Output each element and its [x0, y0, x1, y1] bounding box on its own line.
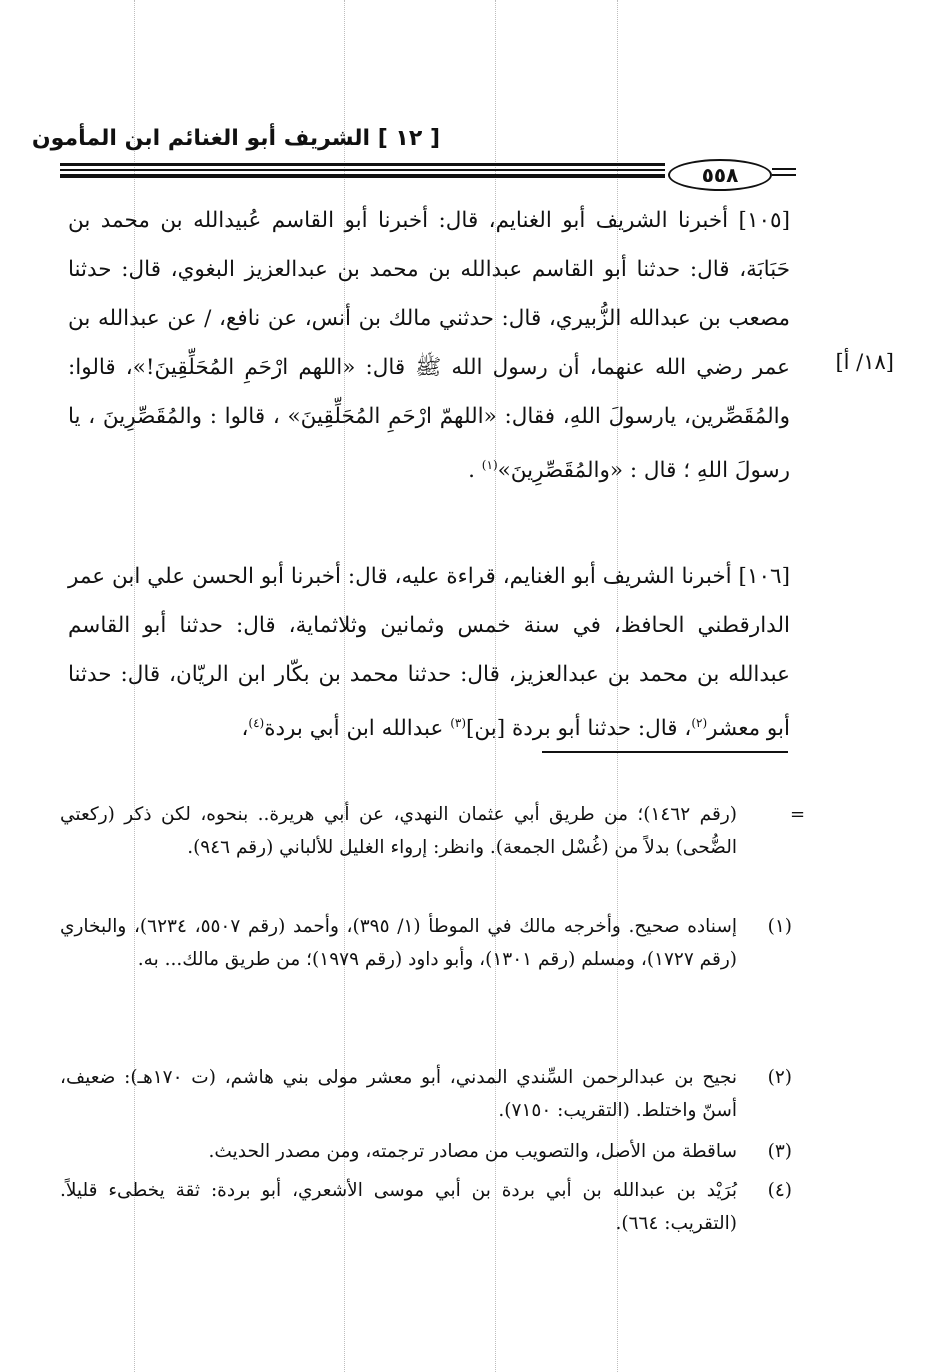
header-rule: [60, 174, 665, 178]
footnote-text: بُرَيْد بن عبدالله بن أبي بردة بن أبي موسى الأشعري، أبو بردة: ثقة يخطىء قليلاً. (التقريب: ٦٦٤).: [60, 1180, 737, 1234]
paragraph-end: .: [468, 458, 482, 484]
hadith-paragraph-106: [68, 552, 790, 753]
footnote-text: نجيح بن عبدالرحمن السِّندي المدني، أبو معشر مولى بني هاشم، (ت ١٧٠هـ): ضعيف، أسنّ واختلط. (التقريب: ٧١٥٠).: [60, 1067, 737, 1121]
header-rule: [60, 163, 665, 166]
paragraph-text: ، قال: حدثنا أبو بردة [بن]: [466, 716, 692, 742]
footnote-ref: (١): [481, 458, 498, 472]
footnote-number: (٤): [767, 1180, 792, 1201]
folio-marker: [١٨/ أ]: [835, 350, 894, 374]
paragraph-text: [١٠٥] أخبرنا الشريف أبو الغنايم، قال: أخبرنا أبو القاسم عُبيدالله بن محمد بن حَبَابَة، قال: حدثنا أبو القاسم عبدالله بن محمد بن عبدالعزيز البغوي، قال: حدثنا مصعب بن عبدالله الزُّبيري، قال: حدثني مالك بن أنس، عن نافع، / عن عبدالله بن عمر رضي الله عنهما، أن رسول الله ﷺ قال: «اللهم ارْحَمِ المُحَلِّقِينَ!»، قالوا: والمُقَصِّرين، يارسولَ اللهِ، فقال: «اللهمّ ارْحَمِ المُحَلِّقِينَ» ، قالوا : والمُقَصِّرِينَ ، يا رسولَ اللهِ ؛ قال : «والمُقَصِّرِينَ»: [68, 208, 790, 484]
page-number: ٥٥٨: [668, 159, 772, 191]
footnote-text: (رقم ١٤٦٢)؛ من طريق أبي عثمان النهدي، عن أبي هريرة.. بنحوه، لكن ذكر (ركعتي الضُّحى) بدلاً من (غُسْل الجمعة). وانظر: إرواء الغليل للألباني (رقم ٩٤٦).: [60, 804, 737, 858]
paragraph-text: عبدالله ابن أبي بردة: [264, 716, 451, 742]
footnote-continuation: [60, 798, 792, 864]
paragraph-end: ،: [241, 716, 249, 742]
footnote-ref: (٤): [248, 716, 265, 730]
footnote-separator: [542, 751, 788, 753]
header-rule: [60, 169, 665, 171]
header-rule: [772, 168, 796, 170]
paragraph-text: [١٠٦] أخبرنا الشريف أبو الغنايم، قراءة عليه، قال: أخبرنا أبو الحسن علي ابن عمر الدارقطني الحافظ، في سنة خمس وثمانين وثلاثماية، قال: حدثنا أبو القاسم عبدالله بن محمد بن عبدالعزيز، قال: حدثنا محمد بن بكّار ابن الريّان، قال: حدثنا أبو معشر: [68, 564, 790, 742]
footnote-2: [60, 1061, 792, 1127]
continuation-mark: =: [790, 804, 806, 825]
footnote-1: [60, 910, 792, 976]
running-title: [ ١٢ ] الشريف أبو الغنائم ابن المأمون: [31, 126, 440, 151]
footnote-number: (٣): [767, 1141, 792, 1162]
footnote-ref: (٢): [691, 716, 708, 730]
footnote-4: [60, 1174, 792, 1240]
header-rule: [772, 174, 796, 176]
footnote-3: [60, 1135, 792, 1168]
footnote-text: إسناده صحيح. وأخرجه مالك في الموطأ (١/ ٣٩٥)، وأحمد (رقم ٥٥٠٧، ٦٢٣٤)، والبخاري (رقم ١٧٢٧)، ومسلم (رقم ١٣٠١)، وأبو داود (رقم ١٩٧٩)؛ من طريق مالك... به.: [60, 916, 737, 970]
footnote-text: ساقطة من الأصل، والتصويب من مصادر ترجمته، ومن مصدر الحديث.: [208, 1141, 737, 1162]
footnote-number: (١): [767, 916, 792, 937]
footnote-number: (٢): [767, 1067, 792, 1088]
hadith-paragraph-105: [68, 196, 790, 495]
footnote-ref: (٣): [450, 716, 467, 730]
